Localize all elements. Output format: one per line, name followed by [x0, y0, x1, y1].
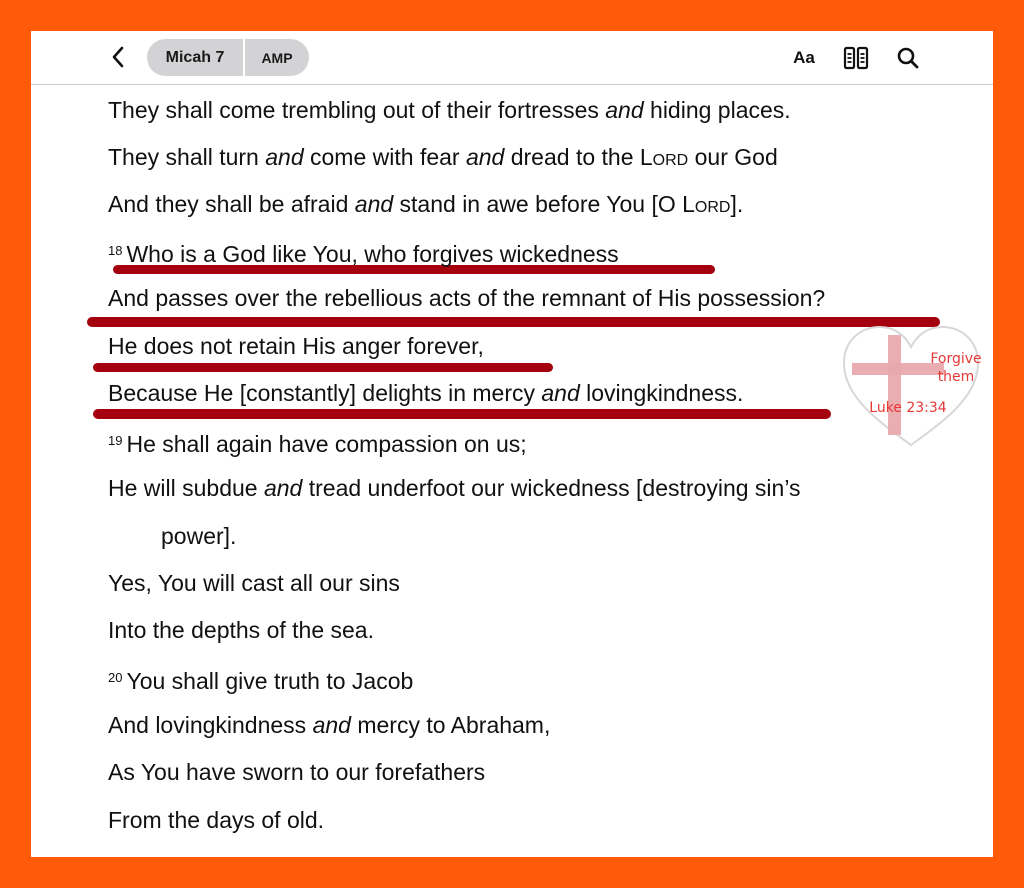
- text-run: Into the depths of the sea.: [108, 617, 374, 643]
- text-run: dread to the: [504, 144, 640, 170]
- search-icon: [897, 47, 919, 69]
- text-run: You shall give truth to Jacob: [126, 668, 414, 694]
- text-run: He shall again have compassion on us;: [126, 431, 527, 457]
- heart-shape: [844, 327, 978, 445]
- chevron-left-icon: [111, 46, 125, 68]
- version-button[interactable]: AMP: [261, 49, 293, 66]
- verse-line: [108, 474, 801, 502]
- verse-number: 18: [108, 243, 123, 258]
- verse-line: [108, 758, 485, 786]
- text-run: our God: [688, 144, 778, 170]
- parallel-view-button[interactable]: [842, 45, 870, 71]
- italic-text: and: [465, 144, 505, 170]
- bible-reader-window: [31, 31, 993, 857]
- verse-line: [108, 379, 743, 407]
- text-run: Because He [constantly] delights in mercy: [108, 380, 542, 406]
- text-run: come with fear: [303, 144, 466, 170]
- text-run: tread underfoot our wickedness [destroying sin’s: [302, 475, 801, 501]
- sticker-text: Forgive: [930, 351, 982, 367]
- verse-line: [108, 237, 619, 268]
- verse-line: [108, 616, 374, 644]
- verse-line: [108, 96, 791, 124]
- text-run: As You have sworn to our forefathers: [108, 759, 486, 785]
- text-run: ].: [730, 191, 744, 217]
- text-run: mercy to Abraham,: [350, 712, 551, 738]
- verse-line: [108, 332, 484, 360]
- verse-line: [108, 569, 400, 597]
- italic-text: and: [354, 191, 394, 217]
- verse-line: [108, 190, 743, 218]
- italic-text: and: [263, 475, 303, 501]
- text-run: And they shall be afraid: [108, 191, 355, 217]
- parallel-bible-icon: [843, 46, 869, 70]
- book-chapter-button[interactable]: Micah 7: [165, 48, 225, 66]
- lord-small-caps: Lord: [682, 191, 731, 217]
- verse-line: [108, 806, 324, 834]
- text-run: From the days of old.: [108, 807, 325, 833]
- italic-text: and: [541, 380, 580, 406]
- verse-line: [108, 664, 413, 695]
- highlight-underline: [93, 363, 553, 372]
- verse-line: [108, 427, 527, 458]
- highlight-underline: [93, 409, 831, 419]
- text-run: And lovingkindness: [108, 712, 313, 738]
- cross-icon: [888, 335, 901, 435]
- text-run: Yes, You will cast all our sins: [108, 570, 400, 596]
- top-toolbar: [31, 31, 993, 85]
- text-run: They shall turn: [108, 144, 266, 170]
- verse-number: 19: [108, 433, 123, 448]
- verse-line: [161, 522, 236, 550]
- verse-number: 20: [108, 670, 123, 685]
- text-run: He does not retain His anger forever,: [108, 333, 484, 359]
- text-run: power].: [161, 523, 237, 549]
- text-run: He will subdue: [108, 475, 264, 501]
- text-run: They shall come trembling out of their fortresses: [108, 97, 606, 123]
- verse-line: [108, 143, 778, 171]
- text-run: stand in awe before You [O: [393, 191, 683, 217]
- sticker-text: them: [937, 369, 975, 385]
- sticker-reference: Luke 23:34: [869, 400, 947, 416]
- text-run: hiding places.: [643, 97, 791, 123]
- verse-line: [108, 711, 550, 739]
- search-button[interactable]: [895, 45, 921, 71]
- text-run: lovingkindness.: [579, 380, 744, 406]
- font-settings-button[interactable]: Aa: [793, 48, 815, 67]
- italic-text: and: [312, 712, 351, 738]
- chapter-version-selector: [147, 39, 309, 76]
- italic-text: and: [265, 144, 304, 170]
- verse-line: [108, 284, 825, 312]
- heart-sticker: [838, 323, 984, 449]
- highlight-underline: [87, 317, 940, 327]
- text-run: Who is a God like You, who forgives wickedness: [126, 241, 619, 267]
- back-button[interactable]: [105, 43, 131, 71]
- text-run: And passes over the rebellious acts of the remnant of His possession?: [108, 285, 826, 311]
- lord-small-caps: Lord: [639, 144, 689, 170]
- italic-text: and: [605, 97, 644, 123]
